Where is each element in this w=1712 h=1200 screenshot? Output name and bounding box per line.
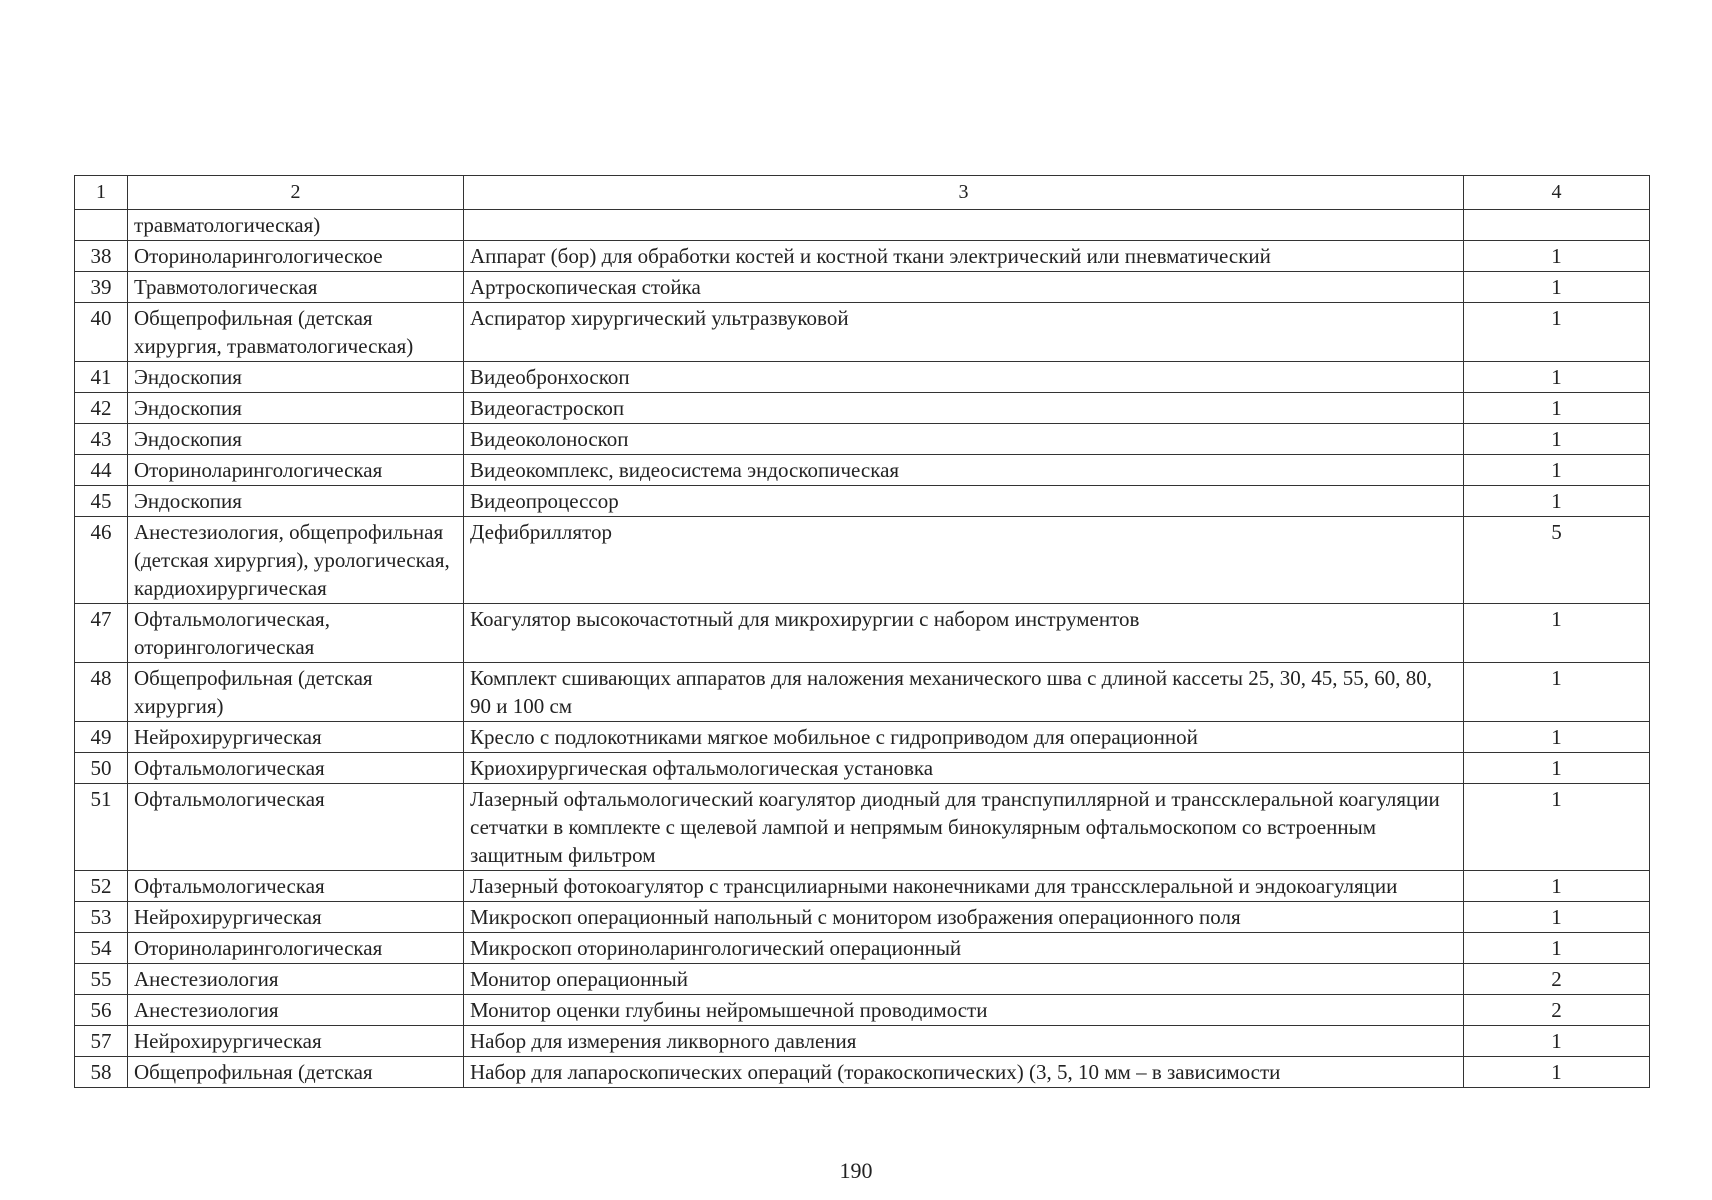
quantity-cell: 1 bbox=[1464, 871, 1650, 902]
quantity-cell: 1 bbox=[1464, 722, 1650, 753]
row-number: 39 bbox=[75, 272, 128, 303]
continuation-num bbox=[75, 210, 128, 241]
table-row bbox=[75, 517, 1650, 604]
row-number: 40 bbox=[75, 303, 128, 362]
table-row bbox=[75, 995, 1650, 1026]
table-row bbox=[75, 933, 1650, 964]
quantity-cell: 1 bbox=[1464, 933, 1650, 964]
department-cell: Общепрофильная (детская хирургия, травматологическая) bbox=[128, 303, 464, 362]
table-body bbox=[75, 210, 1650, 1088]
row-number: 53 bbox=[75, 902, 128, 933]
quantity-cell: 1 bbox=[1464, 393, 1650, 424]
equipment-name-cell: Криохирургическая офтальмологическая установка bbox=[464, 753, 1464, 784]
quantity-cell: 1 bbox=[1464, 604, 1650, 663]
quantity-cell: 2 bbox=[1464, 964, 1650, 995]
quantity-cell: 1 bbox=[1464, 272, 1650, 303]
department-cell: Эндоскопия bbox=[128, 424, 464, 455]
equipment-name-cell: Микроскоп операционный напольный с монитором изображения операционного поля bbox=[464, 902, 1464, 933]
table-row bbox=[75, 241, 1650, 272]
row-number: 44 bbox=[75, 455, 128, 486]
table-row bbox=[75, 902, 1650, 933]
department-cell: Травмотологическая bbox=[128, 272, 464, 303]
quantity-cell: 5 bbox=[1464, 517, 1650, 604]
department-cell: Оториноларингологическая bbox=[128, 933, 464, 964]
table-row bbox=[75, 722, 1650, 753]
department-cell: Нейрохирургическая bbox=[128, 902, 464, 933]
quantity-cell: 1 bbox=[1464, 303, 1650, 362]
table-row bbox=[75, 455, 1650, 486]
row-number: 49 bbox=[75, 722, 128, 753]
row-number: 43 bbox=[75, 424, 128, 455]
equipment-name-cell: Набор для измерения ликворного давления bbox=[464, 1026, 1464, 1057]
row-number: 45 bbox=[75, 486, 128, 517]
continuation-row bbox=[75, 210, 1650, 241]
equipment-name-cell: Монитор оценки глубины нейромышечной проводимости bbox=[464, 995, 1464, 1026]
equipment-name-cell: Монитор операционный bbox=[464, 964, 1464, 995]
table-row bbox=[75, 424, 1650, 455]
equipment-name-cell: Микроскоп оториноларингологический операционный bbox=[464, 933, 1464, 964]
department-cell: Эндоскопия bbox=[128, 362, 464, 393]
department-cell: Общепрофильная (детская bbox=[128, 1057, 464, 1088]
department-cell: Общепрофильная (детская хирургия) bbox=[128, 663, 464, 722]
equipment-name-cell: Кресло с подлокотниками мягкое мобильное с гидроприводом для операционной bbox=[464, 722, 1464, 753]
equipment-name-cell: Комплект сшивающих аппаратов для наложения механического шва с длиной кассеты 25, 30, 45, 55, 60, 80, 90 и 100 см bbox=[464, 663, 1464, 722]
table-row bbox=[75, 871, 1650, 902]
quantity-cell: 1 bbox=[1464, 663, 1650, 722]
quantity-cell: 1 bbox=[1464, 1057, 1650, 1088]
continuation-dept: травматологическая) bbox=[128, 210, 464, 241]
department-cell: Оториноларингологическая bbox=[128, 455, 464, 486]
equipment-name-cell: Коагулятор высокочастотный для микрохирургии с набором инструментов bbox=[464, 604, 1464, 663]
department-cell: Оториноларингологическое bbox=[128, 241, 464, 272]
table-row bbox=[75, 362, 1650, 393]
row-number: 38 bbox=[75, 241, 128, 272]
quantity-cell: 1 bbox=[1464, 241, 1650, 272]
department-cell: Анестезиология, общепрофильная (детская хирургия), урологическая, кардиохирургическая bbox=[128, 517, 464, 604]
table-row bbox=[75, 303, 1650, 362]
row-number: 48 bbox=[75, 663, 128, 722]
quantity-cell: 1 bbox=[1464, 455, 1650, 486]
department-cell: Анестезиология bbox=[128, 995, 464, 1026]
page-number: 190 bbox=[839, 1158, 873, 1183]
row-number: 47 bbox=[75, 604, 128, 663]
department-cell: Нейрохирургическая bbox=[128, 1026, 464, 1057]
quantity-cell: 1 bbox=[1464, 424, 1650, 455]
table-row bbox=[75, 964, 1650, 995]
header-row bbox=[75, 176, 1650, 210]
header-col-3: 3 bbox=[464, 176, 1464, 210]
quantity-cell: 1 bbox=[1464, 1026, 1650, 1057]
department-cell: Офтальмологическая, оторингологическая bbox=[128, 604, 464, 663]
table-row bbox=[75, 784, 1650, 871]
equipment-name-cell: Видеокомплекс, видеосистема эндоскопическая bbox=[464, 455, 1464, 486]
equipment-name-cell: Видеопроцессор bbox=[464, 486, 1464, 517]
table-row bbox=[75, 272, 1650, 303]
quantity-cell: 1 bbox=[1464, 784, 1650, 871]
quantity-cell: 1 bbox=[1464, 753, 1650, 784]
row-number: 51 bbox=[75, 784, 128, 871]
table-row bbox=[75, 1057, 1650, 1088]
header-col-4: 4 bbox=[1464, 176, 1650, 210]
equipment-name-cell: Видеогастроскоп bbox=[464, 393, 1464, 424]
department-cell: Офтальмологическая bbox=[128, 784, 464, 871]
table-row bbox=[75, 1026, 1650, 1057]
equipment-name-cell: Лазерный фотокоагулятор с трансцилиарными наконечниками для транссклеральной и эндокоагуляции bbox=[464, 871, 1464, 902]
quantity-cell: 1 bbox=[1464, 902, 1650, 933]
equipment-name-cell: Лазерный офтальмологический коагулятор диодный для транспупиллярной и транссклеральной коагуляции сетчатки в комплекте с щелевой лампой и непрямым бинокулярным офтальмоскопом со встроенным защитным фильтром bbox=[464, 784, 1464, 871]
department-cell: Анестезиология bbox=[128, 964, 464, 995]
row-number: 42 bbox=[75, 393, 128, 424]
table-row bbox=[75, 604, 1650, 663]
continuation-item bbox=[464, 210, 1464, 241]
department-cell: Эндоскопия bbox=[128, 393, 464, 424]
quantity-cell: 1 bbox=[1464, 486, 1650, 517]
equipment-name-cell: Артроскопическая стойка bbox=[464, 272, 1464, 303]
table-row bbox=[75, 753, 1650, 784]
row-number: 41 bbox=[75, 362, 128, 393]
row-number: 55 bbox=[75, 964, 128, 995]
continuation-qty bbox=[1464, 210, 1650, 241]
equipment-table bbox=[74, 175, 1650, 1088]
equipment-name-cell: Аспиратор хирургический ультразвуковой bbox=[464, 303, 1464, 362]
department-cell: Офтальмологическая bbox=[128, 753, 464, 784]
table-row bbox=[75, 486, 1650, 517]
row-number: 58 bbox=[75, 1057, 128, 1088]
department-cell: Эндоскопия bbox=[128, 486, 464, 517]
row-number: 52 bbox=[75, 871, 128, 902]
quantity-cell: 1 bbox=[1464, 362, 1650, 393]
equipment-name-cell: Видеоколоноскоп bbox=[464, 424, 1464, 455]
equipment-name-cell: Набор для лапароскопических операций (торакоскопических) (3, 5, 10 мм – в зависимости bbox=[464, 1057, 1464, 1088]
equipment-name-cell: Видеобронхоскоп bbox=[464, 362, 1464, 393]
row-number: 56 bbox=[75, 995, 128, 1026]
equipment-name-cell: Аппарат (бор) для обработки костей и костной ткани электрический или пневматический bbox=[464, 241, 1464, 272]
header-col-2: 2 bbox=[128, 176, 464, 210]
row-number: 54 bbox=[75, 933, 128, 964]
table-row bbox=[75, 393, 1650, 424]
row-number: 46 bbox=[75, 517, 128, 604]
department-cell: Офтальмологическая bbox=[128, 871, 464, 902]
table-row bbox=[75, 663, 1650, 722]
department-cell: Нейрохирургическая bbox=[128, 722, 464, 753]
equipment-name-cell: Дефибриллятор bbox=[464, 517, 1464, 604]
row-number: 57 bbox=[75, 1026, 128, 1057]
quantity-cell: 2 bbox=[1464, 995, 1650, 1026]
row-number: 50 bbox=[75, 753, 128, 784]
header-col-1: 1 bbox=[75, 176, 128, 210]
